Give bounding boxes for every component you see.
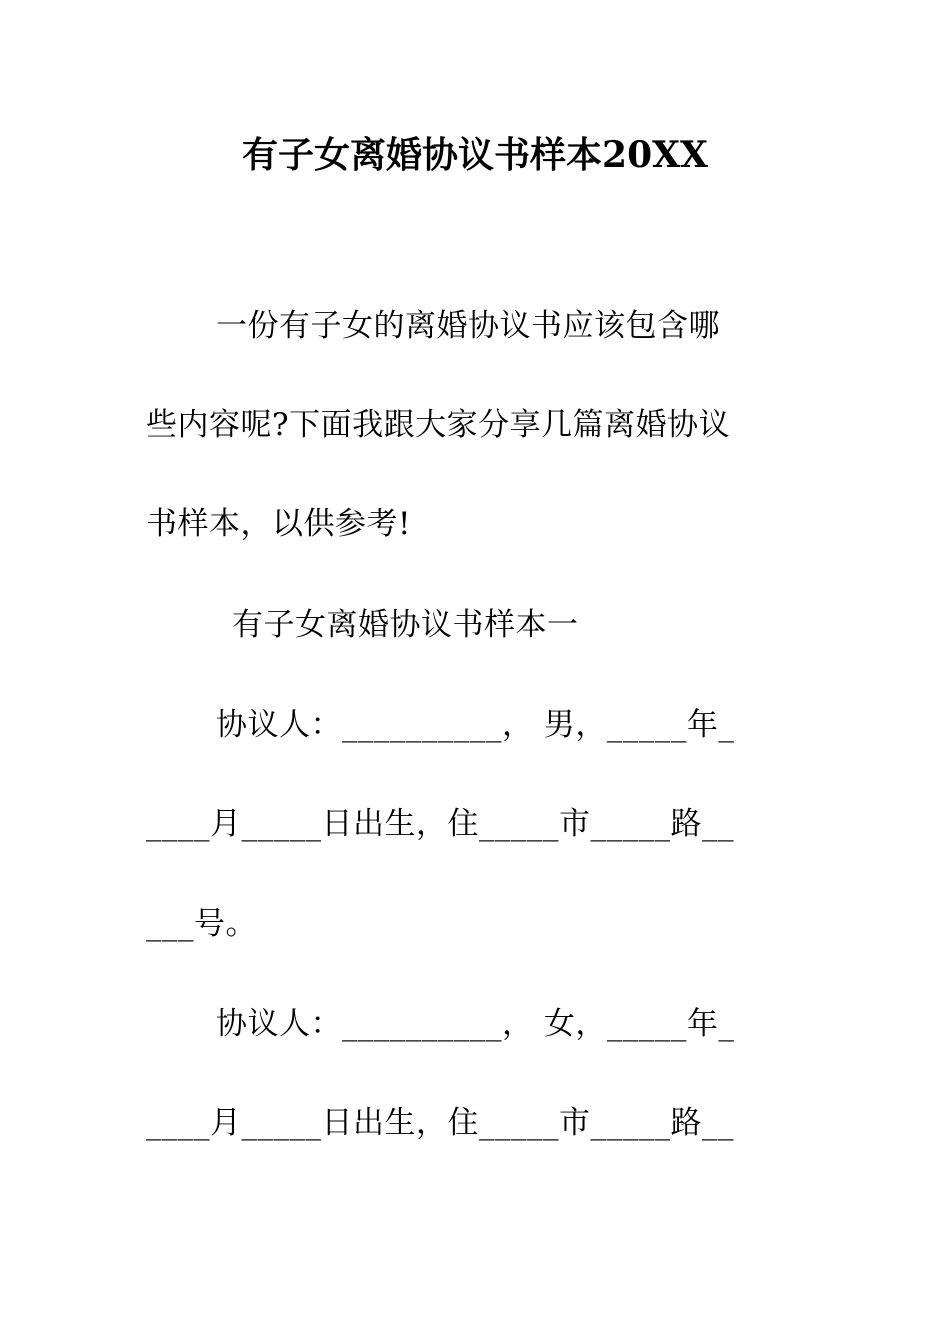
paragraph-line: 书样本，以供参考!: [146, 506, 411, 542]
form-line: ____月_____日出生，住_____市_____路__: [146, 806, 734, 842]
paragraph-line: 些内容呢?下面我跟大家分享几篇离婚协议: [146, 407, 731, 443]
section-heading: 有子女离婚协议书样本一: [232, 607, 579, 643]
form-line: 协议人：__________， 女，_____年_: [216, 1006, 735, 1042]
form-line: ____月_____日出生，住_____市_____路__: [146, 1105, 734, 1141]
document-title: 有子女离婚协议书样本20XX: [242, 134, 708, 176]
form-line: ___号。: [146, 906, 257, 942]
form-line: 协议人：__________， 男，_____年_: [216, 707, 735, 743]
paragraph-line: 一份有子女的离婚协议书应该包含哪: [216, 308, 720, 344]
